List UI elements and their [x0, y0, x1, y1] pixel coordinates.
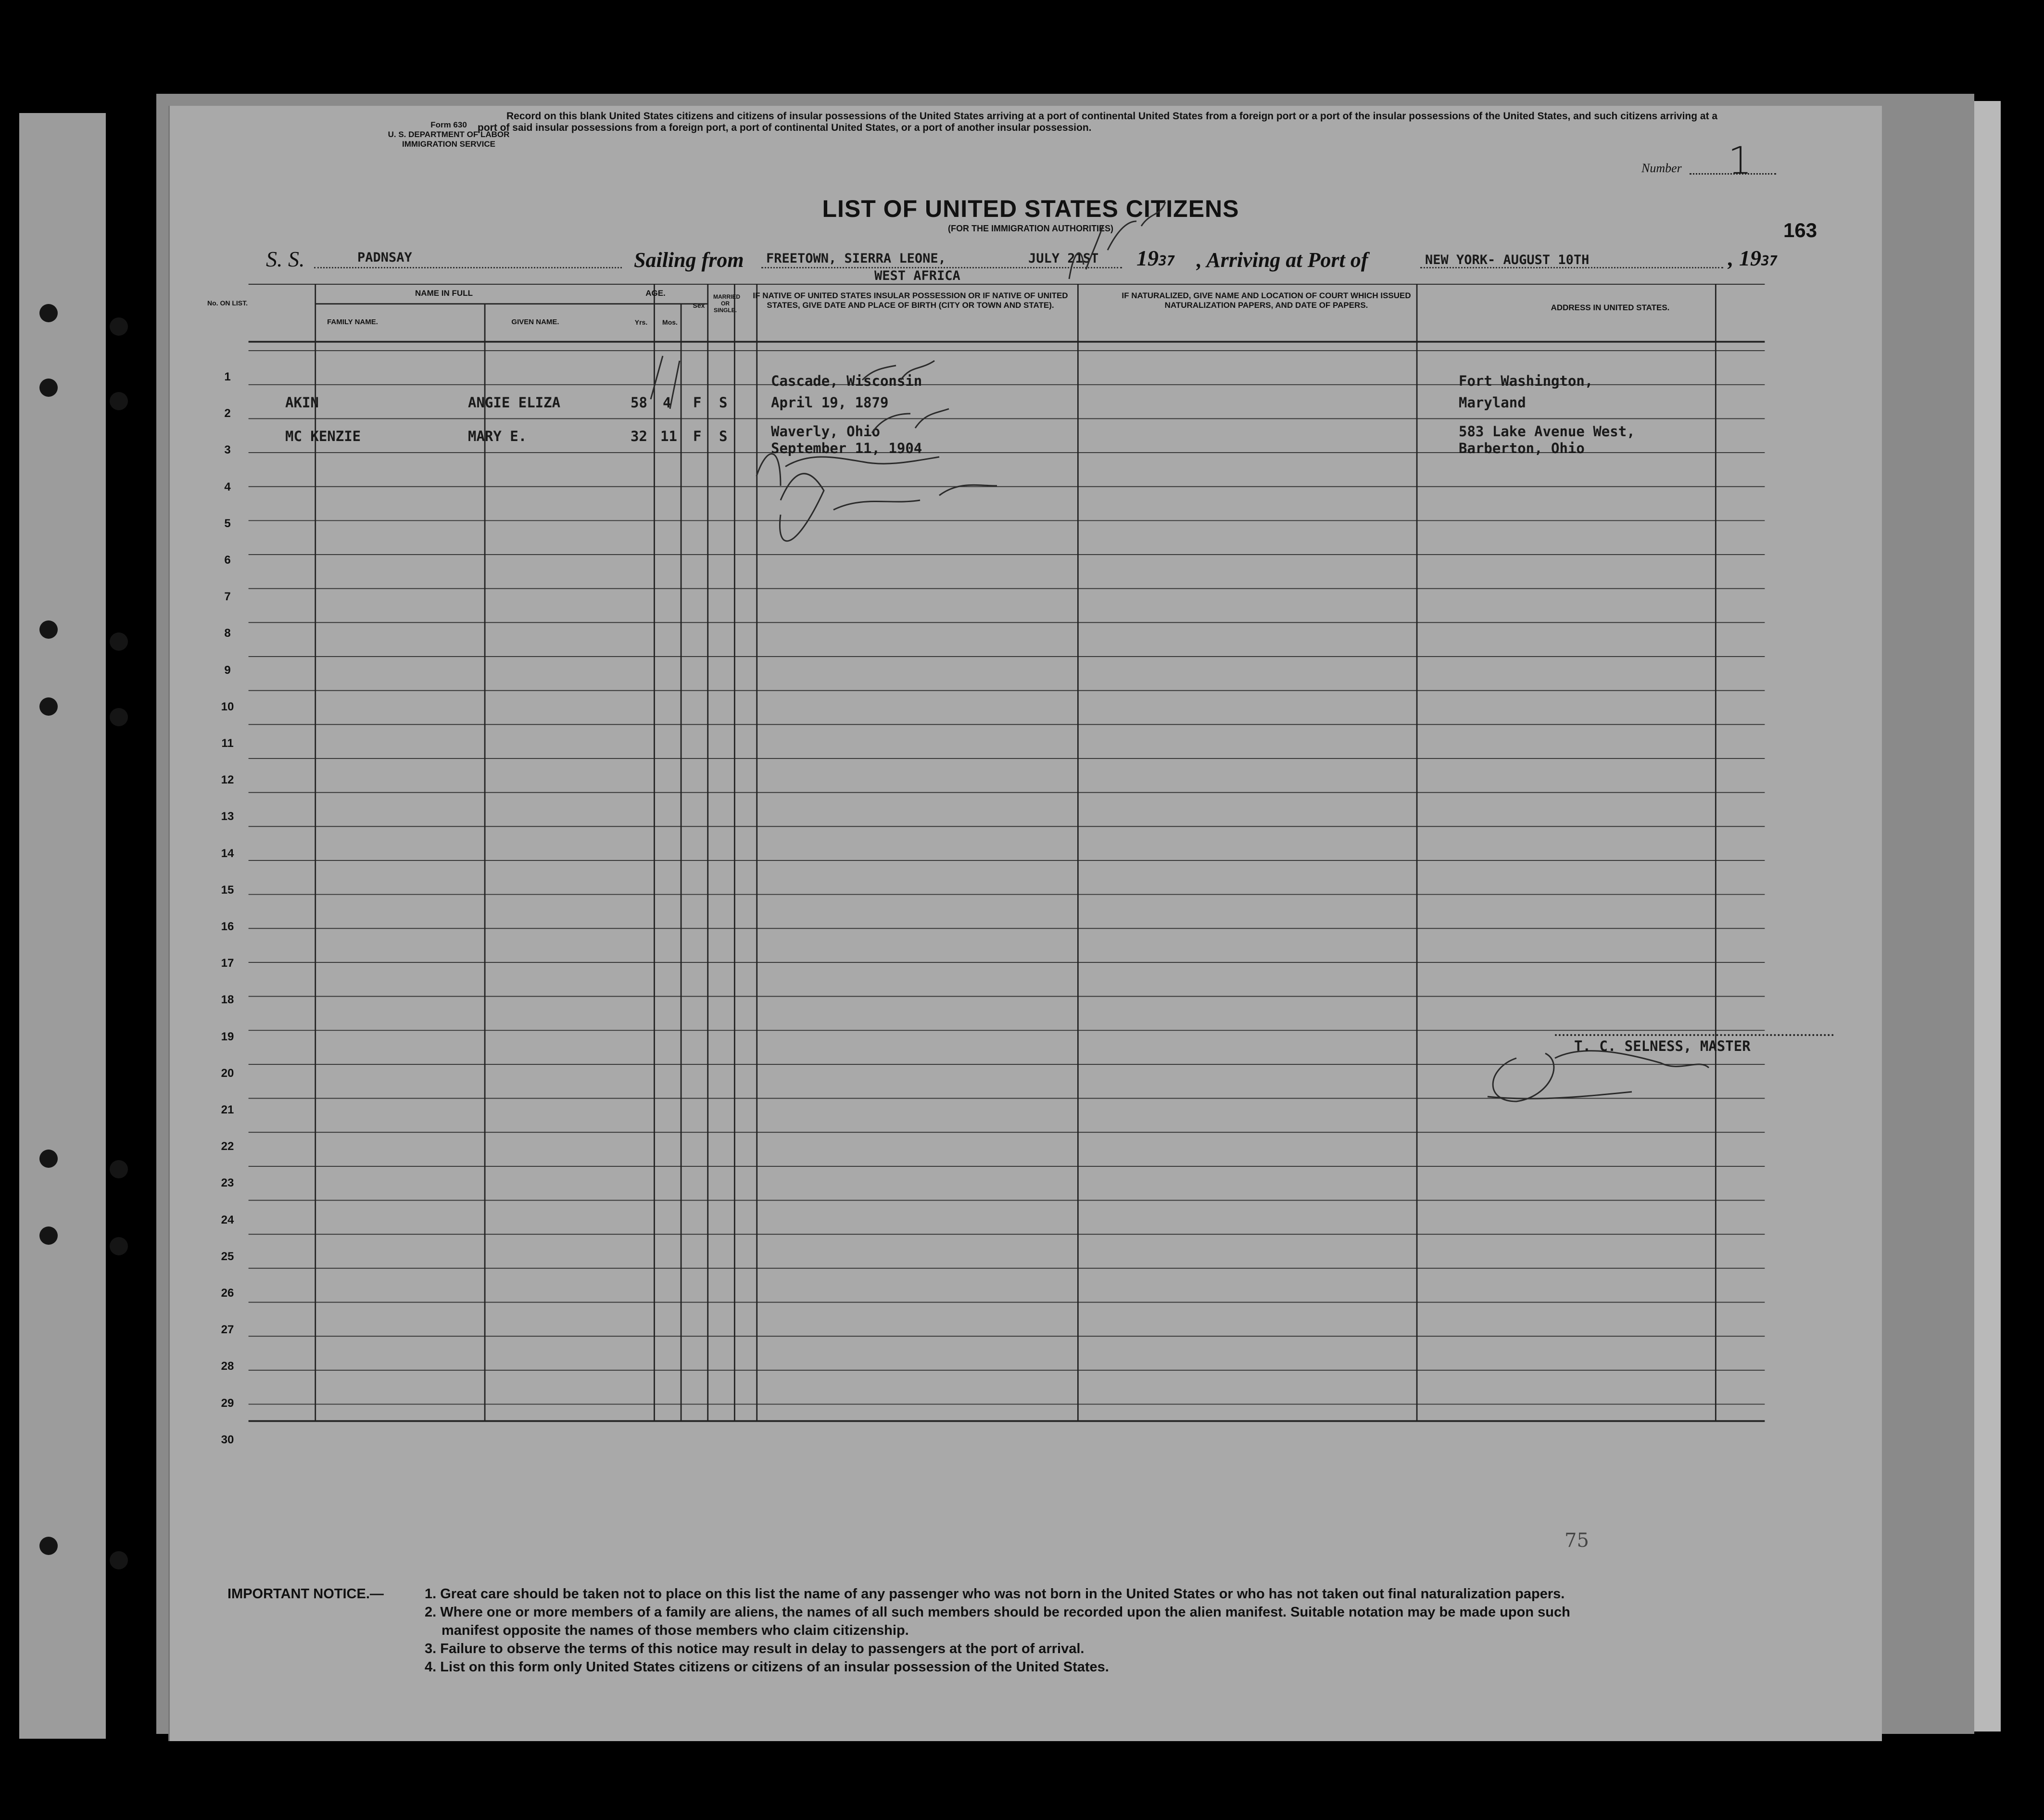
row-number: 18 — [221, 993, 234, 1007]
row-number: 2 — [224, 407, 231, 420]
year-prefix: 19 — [1739, 246, 1761, 270]
row1-address-2: Maryland — [1459, 394, 1526, 411]
row-number: 16 — [221, 920, 234, 933]
sailing-year-value: 37 — [1159, 253, 1175, 269]
record-instructions: Record on this blank United States citizens and citizens of insular possessions of the United States arriving at a port of continental United States from a foreign port or a port of the insular possessions of the United States, and such citizens arriving at a port of said insular possessions from a foreign port, a port of continental United States, or a port of another insular possession. — [478, 111, 1718, 133]
punch-hole — [39, 304, 58, 322]
number-value: 1 — [1728, 139, 1752, 183]
row2-birth-place: Waverly, Ohio — [771, 423, 880, 440]
row-number: 1 — [224, 370, 231, 383]
row-number: 25 — [221, 1250, 234, 1263]
notice-item-4: 4. List on this form only United States citizens or citizens of an insular possession of the United States. — [425, 1659, 1109, 1675]
punch-hole — [39, 379, 58, 397]
manifest-page — [168, 106, 1882, 1741]
page-number: 163 — [1783, 219, 1817, 241]
row2-address-2: Barberton, Ohio — [1459, 440, 1585, 456]
row-number: 9 — [224, 663, 231, 677]
row2-birth-date: September 11, 1904 — [771, 440, 922, 456]
page-subtitle: (FOR THE IMMIGRATION AUTHORITIES) — [948, 224, 1113, 233]
row-number: 4 — [224, 480, 231, 493]
punch-hole — [39, 1226, 58, 1245]
punch-hole — [110, 632, 128, 651]
binder-strip — [19, 113, 106, 1739]
col-sex: Sex — [693, 302, 705, 309]
col-address: ADDRESS IN UNITED STATES. — [1551, 303, 1670, 312]
arrival-year: , 1937 — [1728, 246, 1778, 270]
notice-item-1: 1. Great care should be taken not to place on this list the name of any passenger who was not born in the United States or who has not taken out final naturalization papers. — [425, 1586, 1565, 1602]
annotation-row1 — [862, 361, 934, 380]
row2-family: MC KENZIE — [285, 428, 361, 444]
master-name: T. C. SELNESS, MASTER — [1574, 1038, 1751, 1054]
row-number: 30 — [221, 1433, 234, 1446]
col-mos: Mos. — [662, 318, 678, 326]
notice-heading: IMPORTANT NOTICE.— — [227, 1586, 384, 1602]
captain-signature — [1488, 1051, 1709, 1101]
arrival-port: NEW YORK- AUGUST 10TH — [1425, 253, 1590, 267]
arriving-label: , Arriving at Port of — [1197, 248, 1368, 272]
row2-given: MARY E. — [468, 428, 527, 444]
punch-hole — [110, 1237, 128, 1255]
row1-mos: 4 — [663, 394, 671, 411]
signature-line — [1555, 1034, 1834, 1036]
row-number: 7 — [224, 590, 231, 604]
row-number: 13 — [221, 810, 234, 823]
row1-sex: F — [693, 394, 702, 411]
service: IMMIGRATION SERVICE — [402, 139, 495, 149]
punch-hole — [110, 392, 128, 410]
page-title: LIST OF UNITED STATES CITIZENS — [822, 195, 1239, 222]
signature-montgomery — [757, 454, 939, 486]
row-number: 22 — [221, 1140, 234, 1153]
row2-status: S — [719, 428, 728, 444]
sailing-date: JULY 21ST — [1028, 251, 1099, 266]
row2-mos: 11 — [660, 428, 677, 444]
row1-given: ANGIE ELIZA — [468, 394, 561, 411]
form-number: Form 630 — [430, 120, 467, 129]
punch-hole — [39, 620, 58, 639]
notice-item-2: 2. Where one or more members of a family are aliens, the names of all such members should be recorded upon the alien manifest. Suitable notation may be made upon such — [425, 1605, 1570, 1620]
margin-note: 75 — [1565, 1529, 1589, 1552]
ship-name: PADNSAY — [357, 250, 412, 265]
row-number: 6 — [224, 554, 231, 567]
ss-label: S. S. — [266, 247, 305, 271]
row2-address: 583 Lake Avenue West, — [1459, 423, 1635, 440]
punch-hole — [39, 1537, 58, 1555]
col-name-in-full: NAME IN FULL — [415, 289, 473, 298]
row-number: 12 — [221, 773, 234, 787]
row-number: 5 — [224, 517, 231, 530]
row-number: 17 — [221, 957, 234, 970]
sailing-from-2: WEST AFRICA — [874, 268, 960, 283]
row-number: 14 — [221, 847, 234, 860]
row-number: 24 — [221, 1213, 234, 1226]
punch-hole — [110, 1160, 128, 1178]
handwritten-annotations — [189, 284, 1824, 1510]
row1-yrs: 58 — [631, 394, 647, 411]
handwritten-mark — [1069, 202, 1165, 279]
col-given: GIVEN NAME. — [511, 318, 559, 326]
col-age: AGE. — [645, 289, 666, 298]
row2-yrs: 32 — [631, 428, 647, 444]
annotation-row2 — [872, 409, 949, 433]
row-number: 29 — [221, 1396, 234, 1410]
col-yrs: Yrs. — [634, 318, 648, 326]
col-no: No. ON LIST. — [207, 299, 248, 307]
row-number: 15 — [221, 883, 234, 897]
row-number: 19 — [221, 1030, 234, 1043]
number-label: Number — [1641, 161, 1682, 175]
notice-item-3: 3. Failure to observe the terms of this notice may result in delay to passengers at the port of arrival. — [425, 1641, 1085, 1656]
row-number: 28 — [221, 1360, 234, 1373]
row-number: 26 — [221, 1287, 234, 1300]
row1-address: Fort Washington, — [1459, 373, 1593, 389]
check-marks — [651, 356, 680, 409]
department: U. S. DEPARTMENT OF LABOR — [388, 130, 510, 139]
col-naturalized: IF NATURALIZED, GIVE NAME AND LOCATION OF COURT WHICH ISSUED NATURALIZATION PAPERS, AND DATE OF PAPERS. — [1122, 291, 1411, 310]
row1-birth-place: Cascade, Wisconsin — [771, 373, 922, 389]
punch-hole — [110, 317, 128, 336]
row1-birth-date: April 19, 1879 — [771, 394, 889, 411]
row1-family: AKIN — [285, 394, 319, 411]
manifest-table — [189, 284, 1824, 1552]
col-married: MARRIED OR SINGLE. — [713, 293, 740, 314]
row-number: 8 — [224, 627, 231, 640]
arrival-year-value: 37 — [1761, 253, 1778, 269]
row-number: 23 — [221, 1176, 234, 1190]
row-number: 21 — [221, 1103, 234, 1116]
row-number: 20 — [221, 1066, 234, 1080]
row-number: 10 — [221, 700, 234, 713]
col-family: FAMILY NAME. — [327, 318, 378, 326]
row-number: 27 — [221, 1323, 234, 1337]
sailing-from: FREETOWN, SIERRA LEONE, — [766, 251, 946, 266]
row2-sex: F — [693, 428, 702, 444]
inspected-note — [780, 474, 997, 541]
col-birth: IF NATIVE OF UNITED STATES INSULAR POSSESSION OR IF NATIVE OF UNITED STATES, GIVE DATE AND PLACE OF BIRTH (CITY OR TOWN AND STATE). — [753, 291, 1068, 310]
row-number: 3 — [224, 443, 231, 457]
punch-hole — [110, 1551, 128, 1569]
year-prefix: 19 — [1136, 246, 1159, 270]
punch-hole — [39, 1150, 58, 1168]
row1-status: S — [719, 394, 728, 411]
punch-hole — [110, 708, 128, 726]
sailing-label: Sailing from — [634, 248, 744, 272]
punch-hole — [39, 697, 58, 716]
notice-item-2-cont: manifest opposite the names of those members who claim citizenship. — [442, 1623, 909, 1638]
row-number: 11 — [221, 737, 234, 750]
